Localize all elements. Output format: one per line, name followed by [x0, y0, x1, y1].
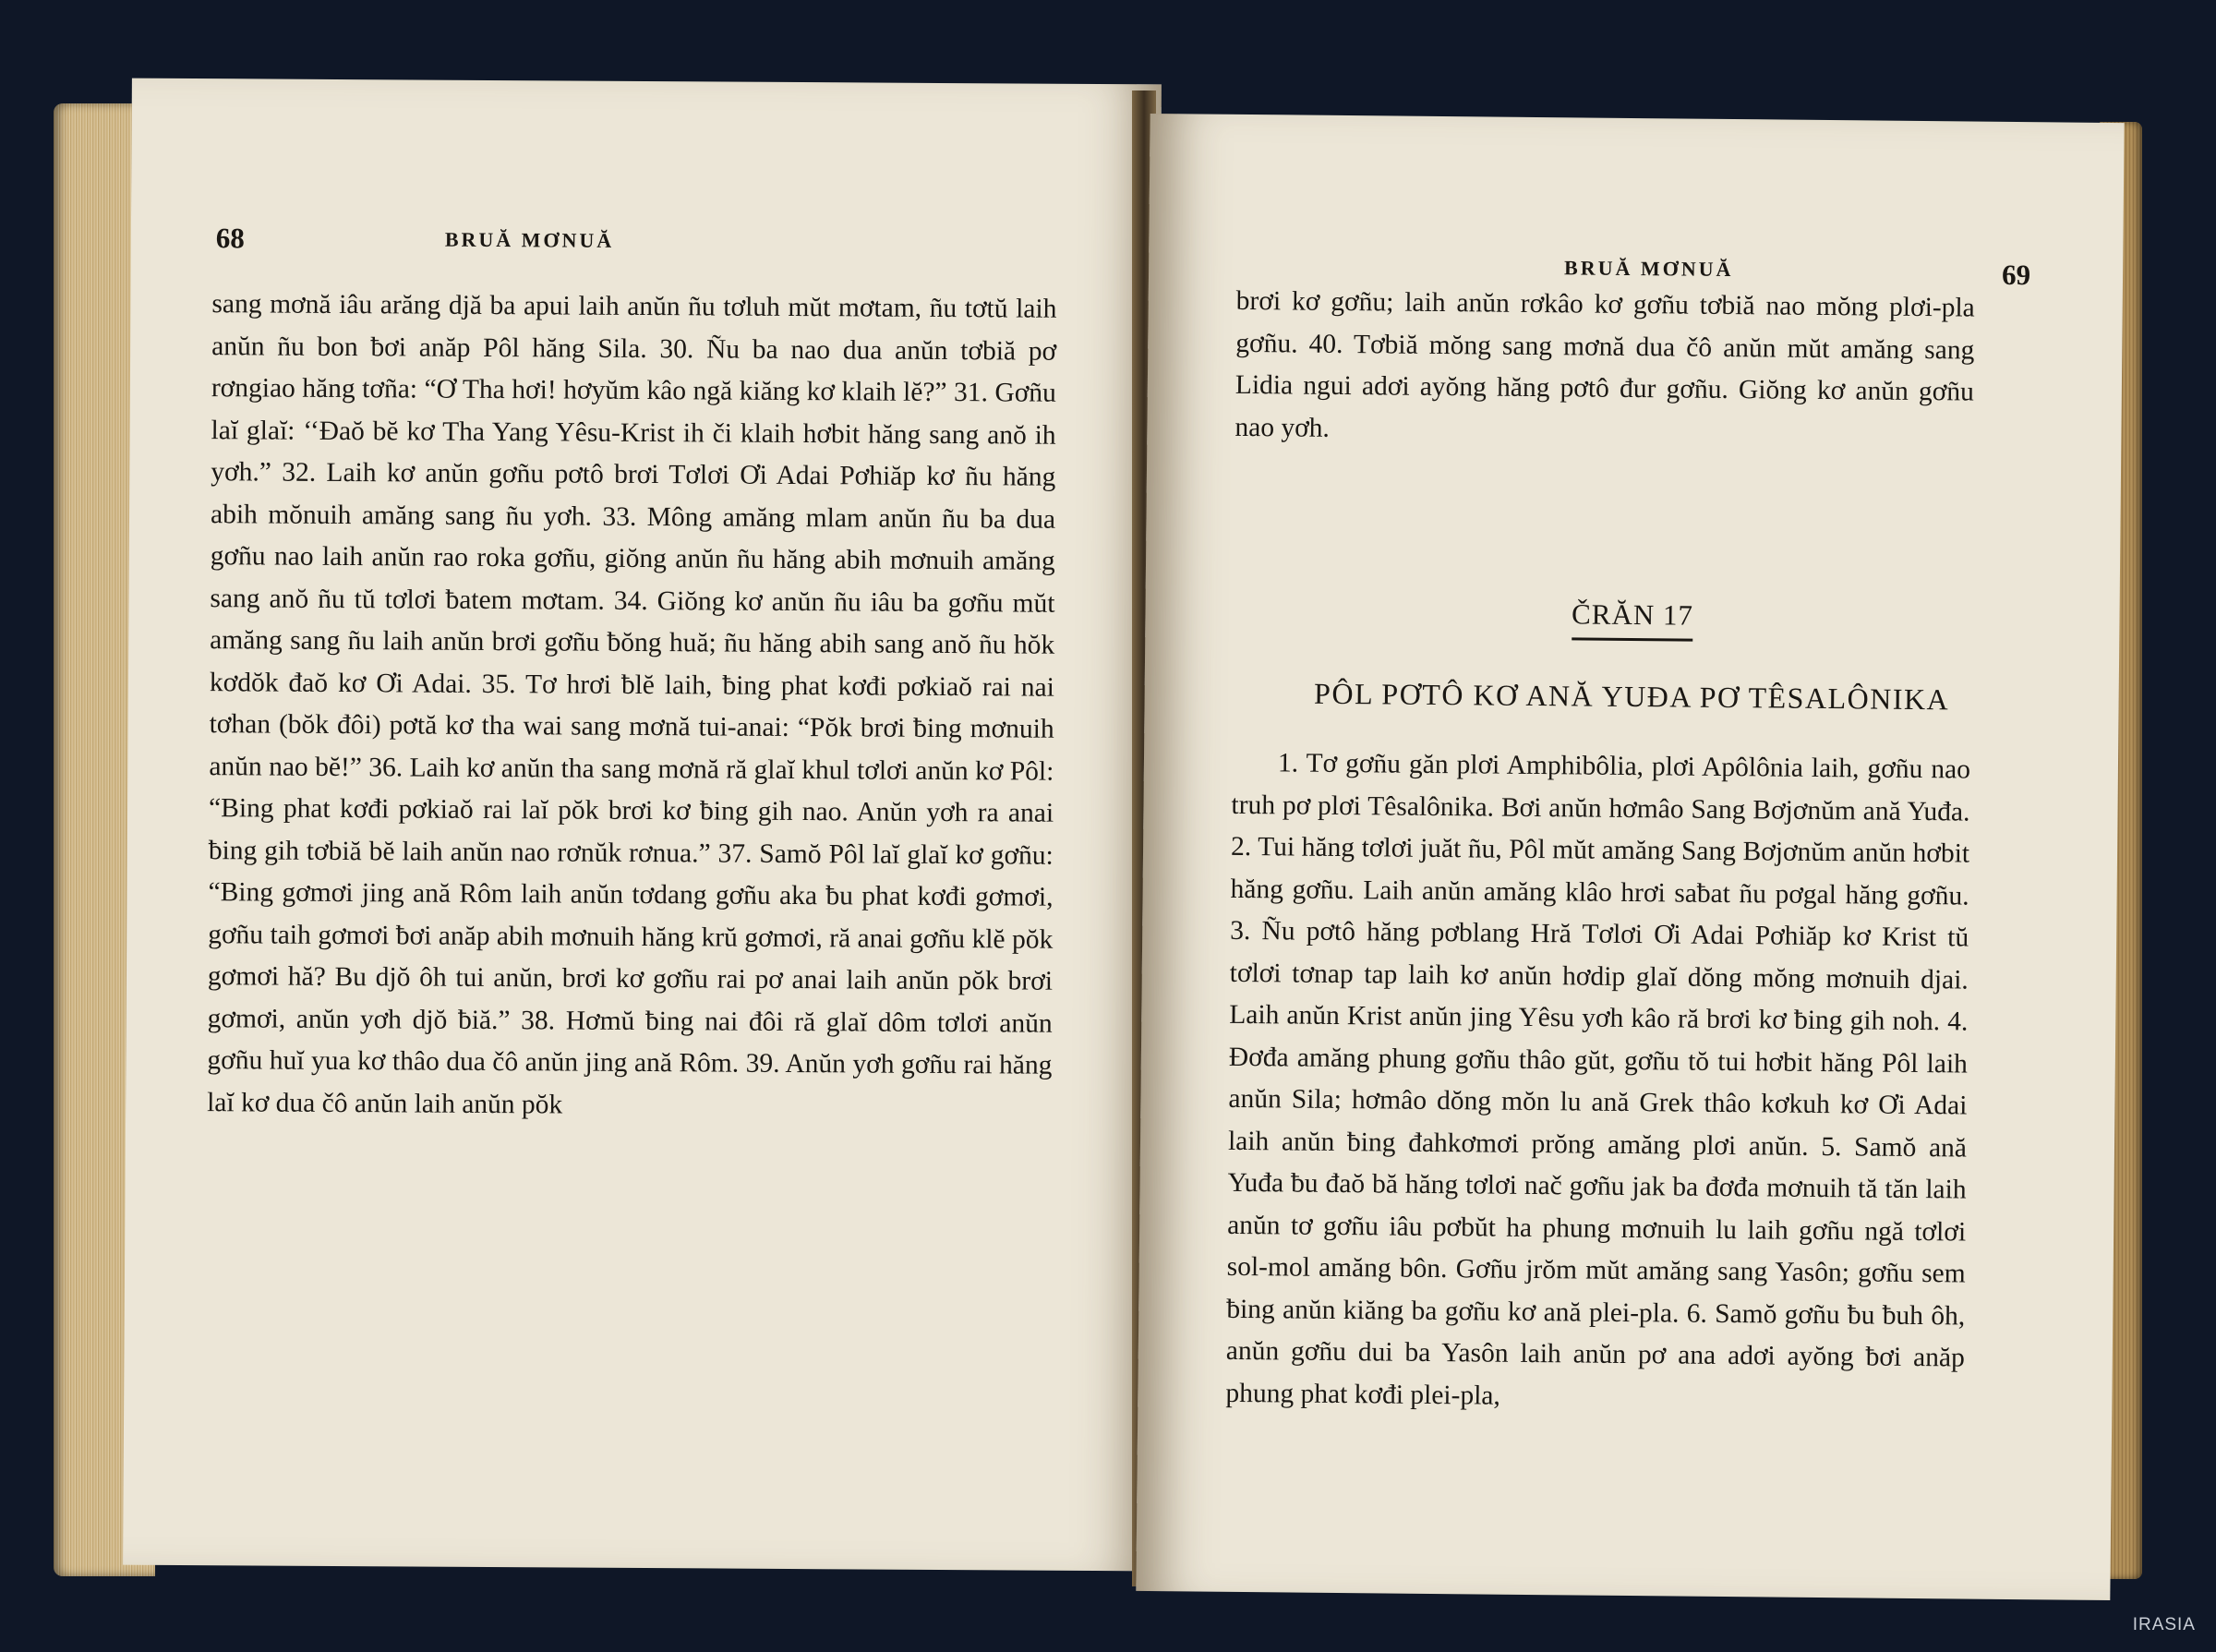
page-body-text: [1234, 281, 1975, 456]
chapter-paragraph: 1. Tơ gơñu găn plơi Amphibôlia, plơi Apôlônia laih, gơñu nao truh pơ plơi Têsalônika. Bơi anŭn hơmâo Sang Bơjơnŭm ană Yuđa. 2. Tui hăng tơlơi juăt ñu, Pôl mŭt amăng Sang Bơjơnŭm anŭn hơbit hăng gơñu. Laih anŭn amăng klâo hrơi saƀat ñu pơgal hăng gơñu. 3. Ñu pơtô hăng pơblang Hră Tơlơi Ơi Adai Pơhiăp kơ Krist tŭ tơlơi tơnap tap laih kơ anŭn hơdip glaĭ dŏng mŏng mơnuih djai. Laih anŭn Krist anŭn jing Yêsu yơh kâo ră brơi kơ ƀing gih noh. 4. Đơđa amăng phung gơñu thâo gŭt, gơñu tŏ tui hơbit hăng Pôl laih anŭn Sila; hơmâo dŏng mŏn lu ană Grek thâo kơkuh kơ Ơi Adai laih anŭn ƀing đahkơmơi prŏng amăng plơi anŭn. 5. Samŏ ană Yuđa ƀu đaŏ bă hăng tơlơi nač gơñu jak ba đơđa mơnuih tă tăn laih anŭn tơ gơñu iâu pơbŭt ha phung mơnuih lu laih gơñu ngă tơlơi sol-mol amăng bôn. Gơñu jrŏm mŭt amăng sang Yasôn; gơñu sem ƀing anŭn kiăng ba gơñu kơ ană plei-pla. 6. Samŏ gơñu ƀu ƀuh ôh, anŭn gơñu dui ba Yasôn laih anŭn pơ ana adơi ayŏng ƀơi anăp phung phat kơđi plei-pla,: [1225, 748, 1971, 1411]
page-body-text: sang mơnă iâu arăng djă ba apui laih anŭn ñu tơluh mŭt mơtam, ñu tơtŭ laih anŭn ñu bon ƀơi anăp Pôl hăng Sila. 30. Ñu ba nao dua anŭn tơbiă pơ rơngiao hăng tơña: “Ơ Tha hơi! hơyŭm kâo ngă kiăng kơ klaih lĕ?” 31. Gơñu laĭ glaĭ: ‘‘Đaŏ bĕ kơ Tha Yang Yêsu-Krist ih či klaih hơbit hăng sang anŏ ih yơh.” 32. Laih kơ anŭn gơñu pơtô brơi Tơlơi Ơi Adai Pơhiăp kơ ñu hăng abih mŏnuih amăng sang ñu yơh. 33. Mông amăng mlam anŭn ñu ba dua gơñu nao laih anŭn rao roka gơñu, giŏng anŭn ñu hăng abih mơnuih amăng sang anŏ ñu tŭ tơlơi ƀatem mơtam. 34. Giŏng kơ anŭn ñu iâu ba gơñu mŭt amăng sang ñu laih anŭn brơi gơñu ƀŏng huă; ñu hăng abih sang anŏ ñu hŏk kơdŏk đaŏ kơ Ơi Adai. 35. Tơ hrơi ƀlĕ laih, ƀing phat kơđi pơkiaŏ rai nai tơhan (bŏk đôi) pơtă kơ tha wai sang mơnă tui-anai: “Pŏk brơi ƀing mơnuih anŭn nao bĕ!” 36. Laih kơ anŭn tha sang mơnă ră glaĭ khul tơlơi anŭn kơ Pôl: “Bing phat kơđi pơkiaŏ rai laĭ pŏk brơi kơ ƀing gih nao. Anŭn yơh ra anai ƀing gih tơbiă bĕ laih anŭn nao rơnŭk rơnua.” 37. Samŏ Pôl laĭ glaĭ kơ gơñu: “Bing gơmơi jing ană Rôm laih anŭn tơdang gơñu aka ƀu phat kơđi gơmơi, gơñu taih gơmơi ƀơi anăp abih mơnuih hăng krŭ gơmơi, ră anai gơñu klĕ pŏk gơmơi hă? Bu djŏ ôh tui anŭn, brơi kơ gơñu rai pơ anai laih anŭn pŏk brơi gơmơi, anŭn yơh djŏ ƀiă.” 38. Hơmŭ ƀing nai đôi ră glaĭ dôm tơlơi anŭn gơñu huĭ yua kơ thâo dua čô anŭn jing ană Rôm. 39. Anŭn yơh gơñu rai hăng laĭ kơ dua čô anŭn laih anŭn pŏk: [207, 289, 1057, 1119]
chapter-heading-text: ČRĂN 17: [1572, 597, 1693, 641]
chapter-body-text: [1225, 742, 1970, 1422]
continued-paragraph: brơi kơ gơñu; laih anŭn rơkâo kơ gơñu tơbiă nao mŏng plơi-pla gơñu. 40. Tơbiă mŏng sang mơnă dua čô anŭn mŭt amăng sang Lidia ngui adơi ayŏng hăng pơtô đur gơñu. Giŏng kơ anŭn gơñu nao yơh.: [1234, 285, 1975, 443]
page-number: 68: [215, 222, 245, 255]
open-book: [54, 81, 2142, 1596]
running-head: BRUĂ MƠNUĂ: [444, 227, 615, 252]
section-title: PÔL PƠTÔ KƠ ANĂ YUĐA PƠ TÊSALÔNIKA: [1313, 676, 1950, 717]
chapter-heading: [1145, 594, 2119, 636]
left-page: [123, 78, 1162, 1572]
page-number: 69: [2001, 258, 2031, 292]
running-head: BRUĂ MƠNUĂ: [1564, 256, 1734, 282]
watermark: IRASIA: [2132, 1615, 2196, 1634]
right-page: [1136, 114, 2124, 1600]
